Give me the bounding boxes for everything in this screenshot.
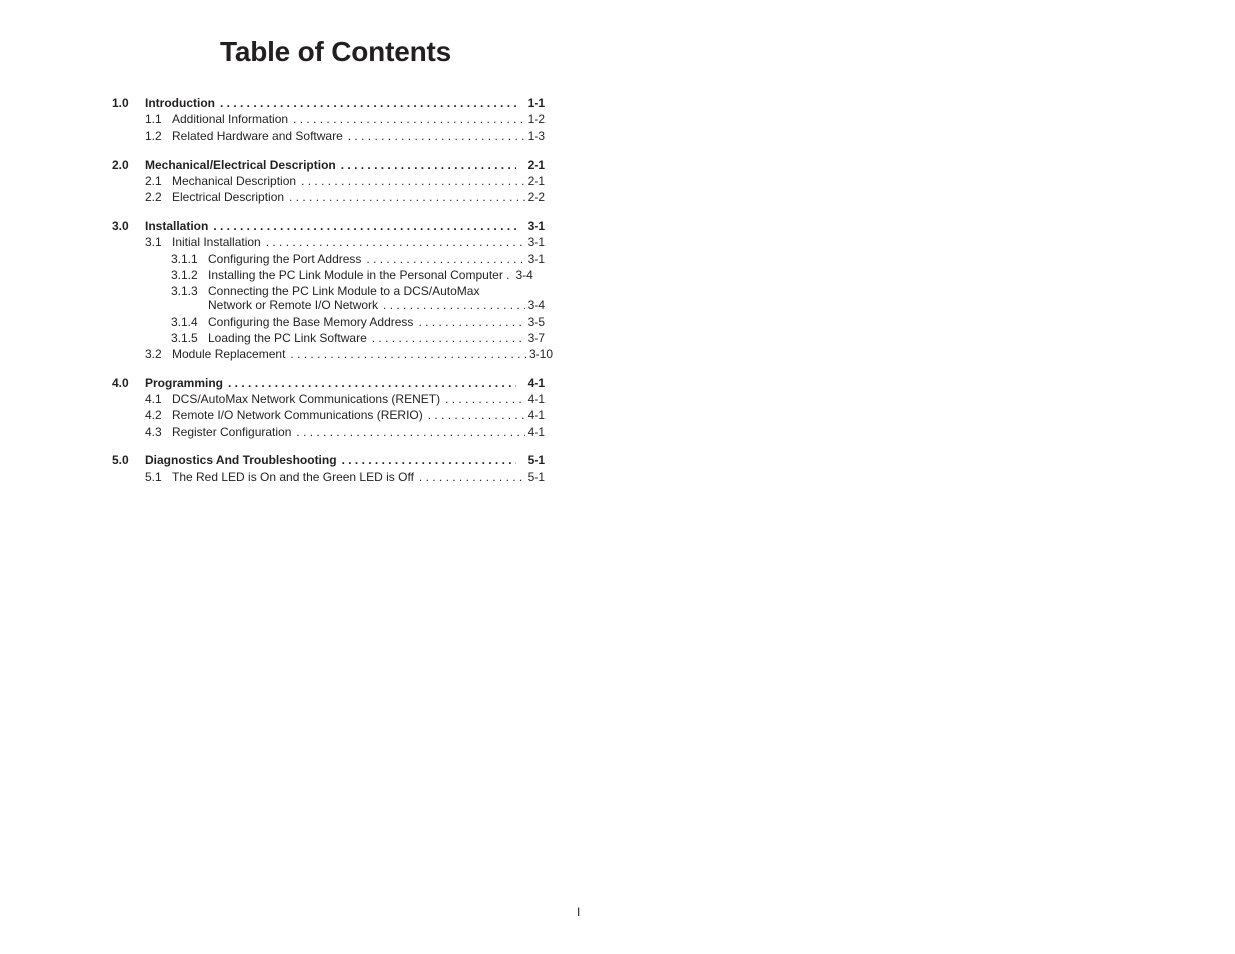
toc-entry-page: 3-7 <box>527 331 545 345</box>
toc-entry-label: Configuring the Port Address <box>208 252 362 266</box>
toc-entry-label: Mechanical Description <box>172 174 297 188</box>
toc-entry-number: 3.0 <box>112 219 129 233</box>
toc-entry-number: 3.1.2 <box>171 268 198 282</box>
toc-entry-label: Programming <box>145 376 224 390</box>
toc-entry-label: Diagnostics And Troubleshooting <box>145 453 337 467</box>
leader-dots <box>418 314 524 330</box>
leader-dots <box>296 424 524 440</box>
toc-entry-label: Connecting the PC Link Module to a DCS/AutoMax <box>208 284 480 298</box>
toc-entry-number: 5.1 <box>145 470 162 484</box>
leader-dots <box>341 157 516 173</box>
toc-entry-label-continued: Network or Remote I/O Network <box>208 298 379 312</box>
leader-dots <box>419 469 525 485</box>
toc-entry-number: 1.1 <box>145 112 162 126</box>
toc-entry-page: 3-4 <box>527 298 545 312</box>
toc-entry-page: 4-1 <box>527 425 545 439</box>
toc-entry-page: 4-1 <box>527 392 545 406</box>
toc-entry-label: Electrical Description <box>172 190 285 204</box>
toc-entry-page: 2-1 <box>527 158 545 172</box>
leader-dots <box>213 218 516 234</box>
toc-entry-number: 1.0 <box>112 96 129 110</box>
toc-entry-page: 5-1 <box>527 453 545 467</box>
toc-entry-page: 3-1 <box>527 252 545 266</box>
toc-entry-page: 1-2 <box>527 112 545 126</box>
toc-entry-number: 3.1.5 <box>171 331 198 345</box>
toc-entry-label: Mechanical/Electrical Description <box>145 158 336 172</box>
toc-entry-label: Loading the PC Link Software <box>208 331 367 345</box>
toc-entry-number: 4.2 <box>145 408 162 422</box>
toc-entry-number: 2.2 <box>145 190 162 204</box>
toc-entry-page: 3-1 <box>527 235 545 249</box>
leader-dots <box>220 95 516 111</box>
leader-dots <box>342 452 516 468</box>
toc-entry-number: 3.1 <box>145 235 162 249</box>
toc-entry-page: 2-2 <box>527 190 545 204</box>
toc-entry-page: 5-1 <box>527 470 545 484</box>
leader-dots <box>266 234 525 250</box>
toc-entry-label: Register Configuration <box>172 425 292 439</box>
toc-entry-label: Introduction <box>145 96 215 110</box>
leader-dots <box>293 111 525 127</box>
toc-entry-label: Installing the PC Link Module in the Personal Computer . <box>208 268 510 282</box>
toc-entry-page: 1-3 <box>527 129 545 143</box>
toc-entry-page: 3-1 <box>527 219 545 233</box>
toc-entry-label: The Red LED is On and the Green LED is Off <box>172 470 414 484</box>
toc-entry-label: Initial Installation <box>172 235 261 249</box>
leader-dots <box>428 407 525 423</box>
toc-entry-page: 4-1 <box>527 376 545 390</box>
leader-dots <box>348 128 525 144</box>
leader-dots <box>372 330 525 346</box>
leader-dots <box>228 375 516 391</box>
leader-dots <box>383 297 525 313</box>
leader-dots <box>445 391 525 407</box>
toc-entry-number: 4.3 <box>145 425 162 439</box>
toc-entry-number: 2.0 <box>112 158 129 172</box>
toc-entry-label: Installation <box>145 219 209 233</box>
toc-entry-number: 4.1 <box>145 392 162 406</box>
toc-entry-page: 3-5 <box>527 315 545 329</box>
toc-entry-number: 5.0 <box>112 453 129 467</box>
toc-entry-number: 3.1.4 <box>171 315 198 329</box>
toc-entry-number: 3.1.1 <box>171 252 198 266</box>
toc-entry-label: Module Replacement <box>172 347 286 361</box>
toc-entry-page: 4-1 <box>527 408 545 422</box>
page-number: I <box>577 905 581 919</box>
toc-entry-page: 3-10 <box>528 347 553 361</box>
toc-entry-number: 4.0 <box>112 376 129 390</box>
toc-entry-page: 1-1 <box>527 96 545 110</box>
leader-dots <box>366 251 524 267</box>
toc-entry-page: 3-4 <box>515 268 533 282</box>
toc-entry-number: 1.2 <box>145 129 162 143</box>
toc-entry-label: Additional Information <box>172 112 289 126</box>
leader-dots <box>290 346 526 362</box>
toc-entry-label: Remote I/O Network Communications (RERIO) <box>172 408 423 422</box>
leader-dots <box>301 173 525 189</box>
toc-entry-label: DCS/AutoMax Network Communications (RENET) <box>172 392 441 406</box>
toc-entry-number: 3.2 <box>145 347 162 361</box>
toc-entry-number: 3.1.3 <box>171 284 198 298</box>
toc-entry-label: Configuring the Base Memory Address <box>208 315 414 329</box>
toc-entry-number: 2.1 <box>145 174 162 188</box>
toc-entry-label: Related Hardware and Software <box>172 129 343 143</box>
leader-dots <box>289 189 525 205</box>
page-title: Table of Contents <box>220 36 451 67</box>
toc-entry-page: 2-1 <box>527 174 545 188</box>
